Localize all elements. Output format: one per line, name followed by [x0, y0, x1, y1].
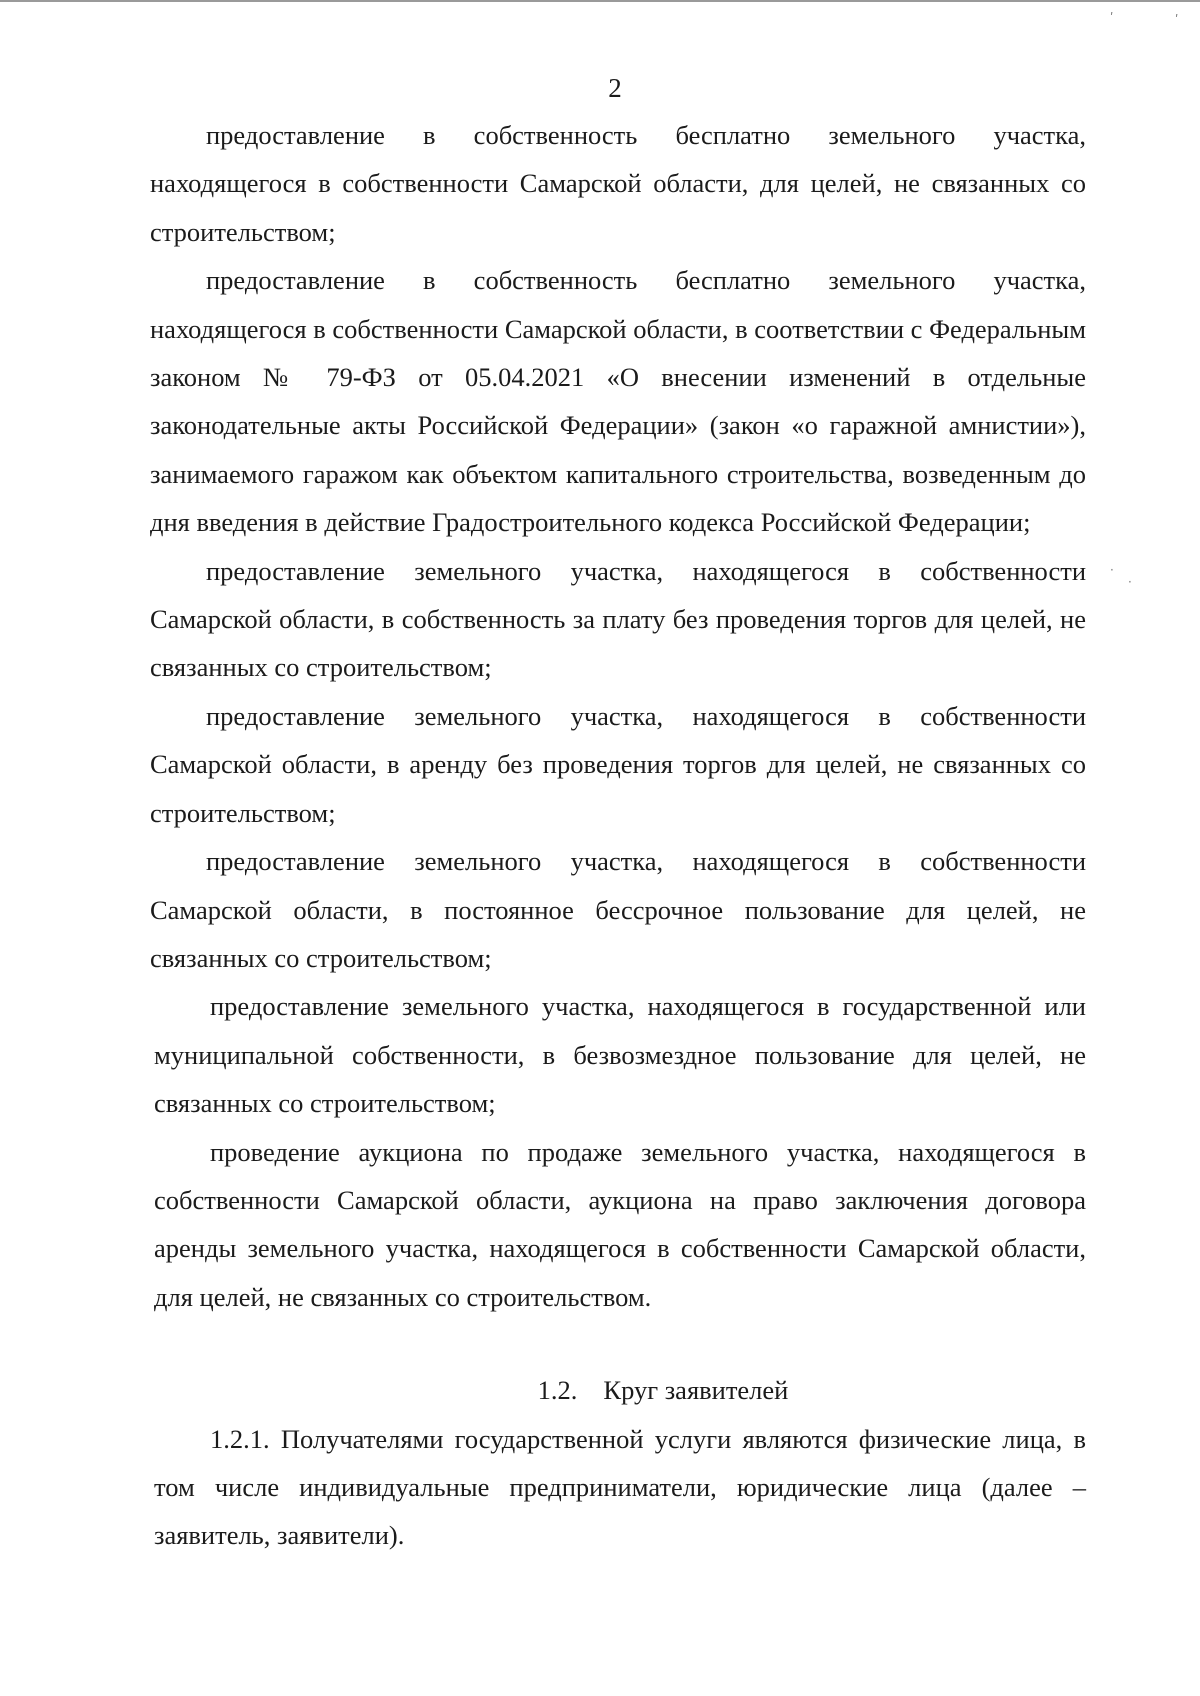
paragraph: предоставление земельного участка, находящегося в собственности Самарской области, в аренду без проведения торгов для целей, не связанных со строительством; [150, 700, 1086, 828]
scan-speck: · [1110, 563, 1114, 577]
scan-top-edge [0, 0, 1200, 2]
scan-speck: · [1128, 575, 1132, 589]
section-title: Круг заявителей [603, 1375, 789, 1406]
paragraph: предоставление земельного участка, находящегося в собственности Самарской области, в собственность за плату без проведения торгов для целей, не связанных со строительством; [150, 555, 1086, 683]
paragraph: проведение аукциона по продаже земельного участка, находящегося в собственности Самарской области, аукциона на право заключения договора аренды земельного участка, находящегося в собственности Самарской области, для целей, не связанных со строительством. [154, 1136, 1086, 1312]
scan-speck: ʹ [1175, 13, 1179, 27]
scan-speck: ʹ [1110, 11, 1114, 25]
page-number: 2 [608, 73, 622, 103]
paragraph: предоставление земельного участка, находящегося в собственности Самарской области, в постоянное бессрочное пользование для целей, не связанных со строительством; [150, 846, 1086, 973]
section-number: 1.2. [537, 1375, 578, 1406]
paragraph: предоставление в собственность бесплатно земельного участка, находящегося в собственности Самарской области, в соответствии с Федеральным законом № 79-ФЗ от 05.04.2021 «О внесении изменений в отдельные законодательные акты Российской Федерации» (закон «о гаражной амнистии»), занимаемого гаражом как объектом капитального строительства, возведенным до дня введения в действие Градостроительного кодекса Российской Федерации; [150, 265, 1086, 538]
paragraph: предоставление земельного участка, находящегося в государственной или муниципальной собственности, в безвозмездное пользование для целей, не связанных со строительством; [154, 991, 1086, 1119]
paragraph: предоставление в собственность бесплатно земельного участка, находящегося в собственности Самарской области, для целей, не связанных со строительством; [150, 120, 1086, 247]
document-body [150, 111, 1086, 1560]
section-heading [150, 1366, 1086, 1414]
paragraph: 1.2.1. Получателями государственной услуги являются физические лица, в том числе индивидуальные предприниматели, юридические лица (далее – заявитель, заявители). [154, 1423, 1086, 1551]
